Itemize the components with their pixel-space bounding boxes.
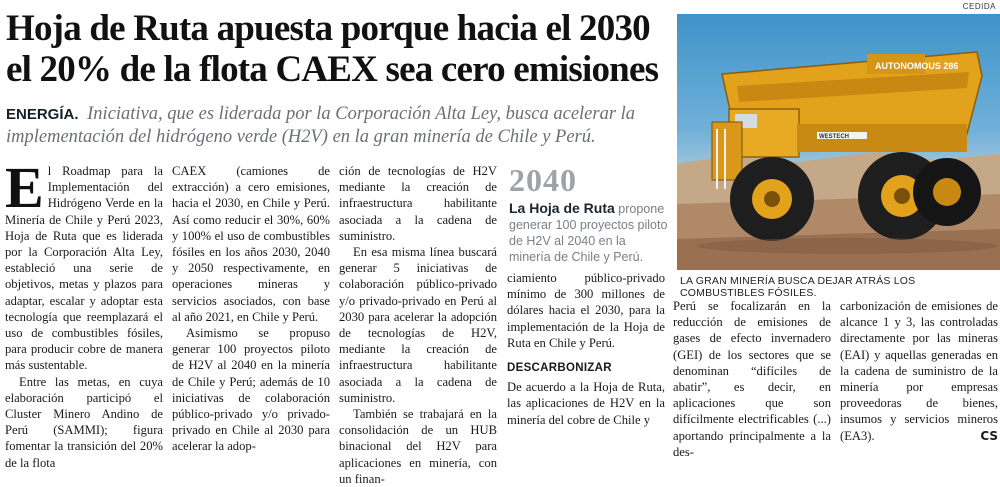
pull-quote-text: La Hoja de Ruta propone generar 100 proyectos piloto de H2V al 2040 en la minería de Chile y Perú.	[509, 200, 668, 264]
end-mark-icon: CS	[980, 428, 998, 443]
pull-quote-number: 2040	[509, 162, 577, 198]
truck-plate: AUTONOMOUS 286	[875, 61, 959, 71]
truck-brand: WESTECH	[819, 134, 849, 140]
lede-text: Iniciativa, que es liderada por la Corporación Alta Ley, busca acelerar la implementación del hidrógeno verde (H2V) en la gran minería de Chile y Perú.	[6, 104, 636, 147]
mining-truck-illustration	[677, 14, 1000, 270]
headline: Hoja de Ruta apuesta porque hacia el 2030 el 20% de la flota CAEX sea cero emisiones	[6, 8, 659, 90]
body-column-1	[5, 155, 163, 470]
pull-quote	[509, 163, 669, 265]
body-column-2	[172, 163, 330, 454]
paragraph: Asimismo se propuso generar 100 proyectos piloto de H2V al 2040 en la minería de Chile y Perú; además de 10 iniciativas de colaboración público-privado y/o privado-privado en Chile al 2030 para acelerar la adop-	[172, 326, 330, 454]
body-column-5	[673, 298, 831, 459]
paragraph: carbonización de emisiones de alcance 1 y 3, las controladas directamente por las mineras (EAI) y aquellas generadas en la cadena de suministro de la minería por empresas proveedoras de bienes, insumos y servicios mineros (EA3). CS	[840, 299, 998, 443]
paragraph: En esa misma línea buscará generar 5 iniciativas de colaboración público-privado y/o privado-privado en Perú al 2030 para acelerar la adopción de tecnologías de H2V, mediante la creación de infraestructura habilitante asociada a la cadena de suministro.	[339, 245, 497, 405]
section-tag: ENERGÍA.	[6, 106, 79, 123]
paragraph: Perú se focalizarán en la reducción de emisiones de gases de efecto invernadero (GEI) de los sectores que se denominan “difíciles de abatir”, es decir, en aplicaciones que son difícilmente electrificables (...) aportando principalmente a la des-	[673, 299, 831, 459]
body-column-6	[840, 298, 998, 445]
paragraph: Entre las metas, en cuya elaboración participó el Cluster Minero Andino de Perú (SAMMI); figura fomentar la transición del 20% de la flota	[5, 374, 163, 470]
paragraph: ción de tecnologías de H2V mediante la creación de infraestructura habilitante asociada a la cadena de suministro.	[339, 164, 497, 243]
drop-cap: E	[5, 155, 44, 220]
paragraph: CAEX (camiones de extracción) a cero emisiones, hacia el 2030, en Chile y Perú. Así como reducir el 30%, 60% y 100% el uso de combustibles fósiles en los años 2030, 2040 y 2050 respectivamente, en operaciones mineras y servicios asociados, con base al año 2021, en Chile y Perú.	[172, 164, 330, 324]
paragraph: También se trabajará en la consolidación de un HUB binacional del H2V para aplicaciones en minería, con un finan-	[339, 407, 497, 486]
subheading: DESCARBONIZAR	[507, 362, 612, 375]
mining-truck-photo	[677, 14, 1000, 270]
paragraph: ciamiento público-privado mínimo de 300 millones de dólares hacia el 2030, para la implementación de la Hoja de Ruta en Chile y Perú.	[507, 271, 665, 350]
body-column-3	[339, 163, 497, 486]
paragraph: De acuerdo a la Hoja de Ruta, las aplicaciones de H2V en la minería del cobre de Chile y	[507, 380, 665, 427]
body-column-4	[507, 270, 665, 445]
pull-quote-lead: La Hoja de Ruta	[509, 200, 615, 216]
photo-credit: CEDIDA	[962, 2, 996, 11]
photo-caption: LA GRAN MINERÍA BUSCA DEJAR ATRÁS LOS COMBUSTIBLES FÓSILES.	[680, 275, 916, 299]
paragraph: El Roadmap para la Implementación del Hidrógeno Verde en la Minería de Chile y Perú 2023, Hoja de Ruta que es liderada por la Corporación Alta Ley, estableció una serie de objetivos, metas y plazos para adaptar, escalar y adoptar esta tecnología que reemplazará el uso de combustibles fósiles, para producir cobre de manera más sustentable.	[5, 155, 163, 373]
lede	[6, 103, 671, 149]
